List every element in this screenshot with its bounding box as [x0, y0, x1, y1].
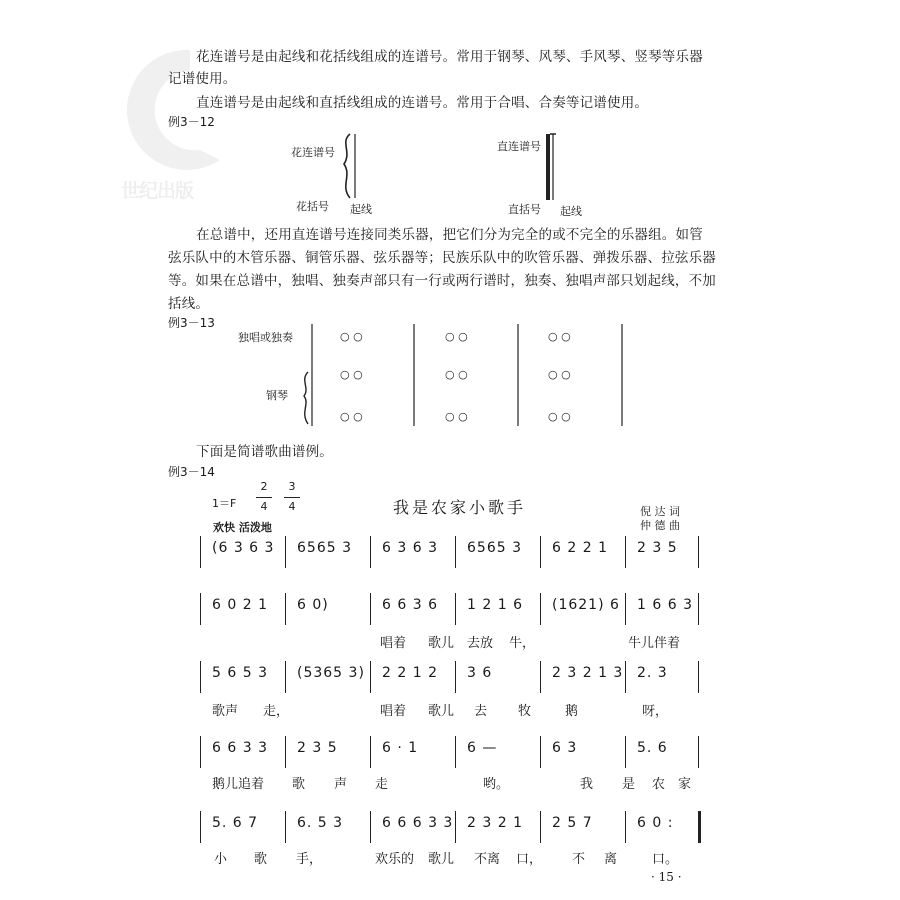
bar-line	[200, 811, 201, 843]
lyric-text: 不	[572, 852, 586, 867]
measure: 1 2 1 6	[467, 597, 523, 613]
straight-brace-icon	[540, 132, 560, 204]
time-signature-2-rule	[284, 497, 300, 498]
example-3-12-label: 例3－12	[168, 115, 215, 129]
lyric-text: 去	[474, 704, 488, 719]
bar-line	[625, 736, 626, 768]
lyric-text: 去放	[467, 636, 494, 651]
piano-part-label: 钢琴	[266, 389, 288, 402]
time-signature-1-rule	[256, 497, 272, 498]
lyric-text: 手，	[296, 852, 323, 867]
measure: 6 2 2 1	[552, 540, 608, 556]
straight-start-line-annotation: 起线	[560, 205, 582, 218]
whole-note-pair: ○ ○	[445, 330, 468, 343]
paragraph-3-line-3: 等。如果在总谱中，独唱、独奏声部只有一行或两行谱时，独奏、独唱声部只划起线，不加	[168, 273, 716, 289]
lyric-text: 哟。	[483, 777, 510, 792]
measure: 2 2 1 2	[382, 665, 438, 681]
lyric-text: 歌	[292, 777, 306, 792]
bar-line	[370, 811, 371, 843]
page-number: · 15 ·	[651, 870, 682, 884]
watermark-text: 世纪出版	[121, 180, 194, 202]
lyricist-credit: 倪 达 词	[640, 505, 680, 518]
paragraph-3-line-2: 弦乐队中的木管乐器、铜管乐器、弦乐器等；民族乐队中的吹管乐器、弹拨乐器、拉弦乐器	[168, 250, 716, 266]
measure: 6 6 6 3 3	[382, 815, 454, 831]
lyric-text: 歌声	[212, 704, 239, 719]
bar-line	[370, 536, 371, 568]
paragraph-3-line-1: 在总谱中，还用直连谱号连接同类乐器，把它们分为完全的或不完全的乐器组。如管	[196, 227, 703, 243]
bar-line	[455, 593, 456, 625]
bar-line	[625, 536, 626, 568]
whole-note-pair: ○ ○	[445, 410, 468, 423]
bar-line	[540, 736, 541, 768]
paragraph-2: 直连谱号是由起线和直括线组成的连谱号。常用于合唱、合奏等记谱使用。	[196, 95, 649, 111]
measure: (6 3 6 3	[212, 540, 275, 556]
lyric-text: 农	[652, 777, 666, 792]
lyric-text: 口。	[652, 852, 679, 867]
lyric-text: 我	[580, 777, 594, 792]
solo-part-label: 独唱或独奏	[238, 331, 293, 344]
measure: 1 6 6 3	[637, 597, 693, 613]
measure: 2 5 7	[552, 815, 593, 831]
flower-start-line-annotation: 起线	[350, 203, 372, 216]
bar-line	[540, 811, 541, 843]
whole-note-pair: ○ ○	[548, 330, 571, 343]
measure: 2 3 2 1 3	[552, 665, 624, 681]
bar-line	[370, 661, 371, 693]
lyric-text: 呀，	[642, 704, 669, 719]
bar-line	[200, 661, 201, 693]
paragraph-3-line-4: 括线。	[168, 296, 210, 312]
lyric-text: 牛，	[509, 636, 536, 651]
lyric-text: 歌儿	[428, 704, 455, 719]
paragraph-1-line-2: 记谱使用。	[168, 71, 237, 87]
measure: (5365 3)	[297, 665, 365, 681]
bar-line	[285, 736, 286, 768]
bar-line	[625, 661, 626, 693]
whole-note-pair: ○ ○	[340, 368, 363, 381]
measure: 6 6 3 6	[382, 597, 438, 613]
bar-line	[285, 811, 286, 843]
lyric-text: 走，	[263, 704, 290, 719]
measure: (1621) 6	[552, 597, 620, 613]
bar-line	[698, 661, 699, 693]
paragraph-1-line-1: 花连谱号是由起线和花括线组成的连谱号。常用于钢琴、风琴、手风琴、竖琴等乐器	[196, 49, 703, 65]
measure: 6 0)	[297, 597, 329, 613]
lyric-text: 唱着	[380, 636, 407, 651]
lyric-text: 鹅儿追着	[212, 777, 265, 792]
lyric-text: 牛儿伴着	[628, 636, 681, 651]
measure: 5 6 5 3	[212, 665, 268, 681]
measure: 6565 3	[297, 540, 352, 556]
measure: 6565 3	[467, 540, 522, 556]
key-signature: 1＝F	[212, 497, 237, 510]
paragraph-4: 下面是简谱歌曲谱例。	[196, 444, 333, 460]
bar-line	[698, 811, 701, 843]
measure: 2. 3	[637, 665, 668, 681]
lyric-text: 歌儿	[428, 636, 455, 651]
bar-line	[455, 661, 456, 693]
bar-line	[540, 661, 541, 693]
lyric-text: 歌儿	[428, 852, 455, 867]
song-title: 我是农家小歌手	[393, 498, 527, 517]
measure: 2 3 2 1	[467, 815, 523, 831]
measure: 6 0 2 1	[212, 597, 268, 613]
whole-note-pair: ○ ○	[340, 410, 363, 423]
straight-brace-annotation: 直括号	[508, 203, 541, 216]
bar-line	[285, 536, 286, 568]
composer-credit: 仲 德 曲	[640, 519, 680, 532]
bar-line	[698, 736, 699, 768]
measure: 5. 6 7	[212, 815, 259, 831]
whole-note-pair: ○ ○	[548, 410, 571, 423]
bar-line	[540, 593, 541, 625]
lyric-text: 声	[334, 777, 348, 792]
lyric-text: 走	[375, 777, 389, 792]
whole-note-pair: ○ ○	[340, 330, 363, 343]
straight-brace-label: 直连谱号	[497, 140, 541, 153]
lyric-text: 是	[622, 777, 636, 792]
lyric-text: 欢乐的	[375, 852, 415, 867]
time-signature-1-denominator: 4	[260, 500, 268, 513]
example-3-14-label: 例3－14	[168, 465, 215, 479]
bar-line	[625, 593, 626, 625]
lyric-text: 不离	[474, 852, 501, 867]
bar-line	[285, 661, 286, 693]
measure: 6. 5 3	[297, 815, 344, 831]
bar-line	[200, 593, 201, 625]
lyric-text: 唱着	[380, 704, 407, 719]
time-signature-1-numerator: 2	[260, 480, 268, 493]
bar-line	[370, 736, 371, 768]
lyric-text: 歌	[254, 852, 268, 867]
whole-note-pair: ○ ○	[445, 368, 468, 381]
measure: 5. 6	[637, 740, 668, 756]
flower-brace-icon	[336, 132, 366, 202]
flower-brace-label: 花连谱号	[291, 146, 335, 159]
bar-line	[455, 536, 456, 568]
measure: 2 3 5	[637, 540, 678, 556]
whole-note-pair: ○ ○	[548, 368, 571, 381]
bar-line	[200, 536, 201, 568]
bar-line	[285, 593, 286, 625]
lyric-text: 口，	[516, 852, 543, 867]
measure: 6 3 6 3	[382, 540, 438, 556]
measure: 2 3 5	[297, 740, 338, 756]
bar-line	[370, 593, 371, 625]
bar-line	[200, 736, 201, 768]
measure: 6 · 1	[382, 740, 419, 756]
lyric-text: 牧	[518, 704, 532, 719]
measure: 3 6	[467, 665, 493, 681]
measure: 6 0 :	[637, 815, 674, 831]
bar-line	[698, 593, 699, 625]
measure: 6 —	[467, 740, 498, 756]
bar-line	[625, 811, 626, 843]
example-3-13-label: 例3－13	[168, 316, 215, 330]
measure: 6 3	[552, 740, 578, 756]
bar-line	[540, 536, 541, 568]
time-signature-2-numerator: 3	[288, 480, 296, 493]
time-signature-2-denominator: 4	[288, 500, 296, 513]
lyric-text: 家	[678, 777, 692, 792]
lyric-text: 小	[214, 852, 228, 867]
bar-line	[455, 736, 456, 768]
measure: 6 6 3 3	[212, 740, 268, 756]
lyric-text: 鹅	[565, 704, 579, 719]
flower-brace-annotation: 花括号	[296, 200, 329, 213]
tempo-marking: 欢快 活泼地	[213, 521, 272, 534]
bar-line	[455, 811, 456, 843]
lyric-text: 离	[604, 852, 618, 867]
bar-line	[698, 536, 699, 568]
